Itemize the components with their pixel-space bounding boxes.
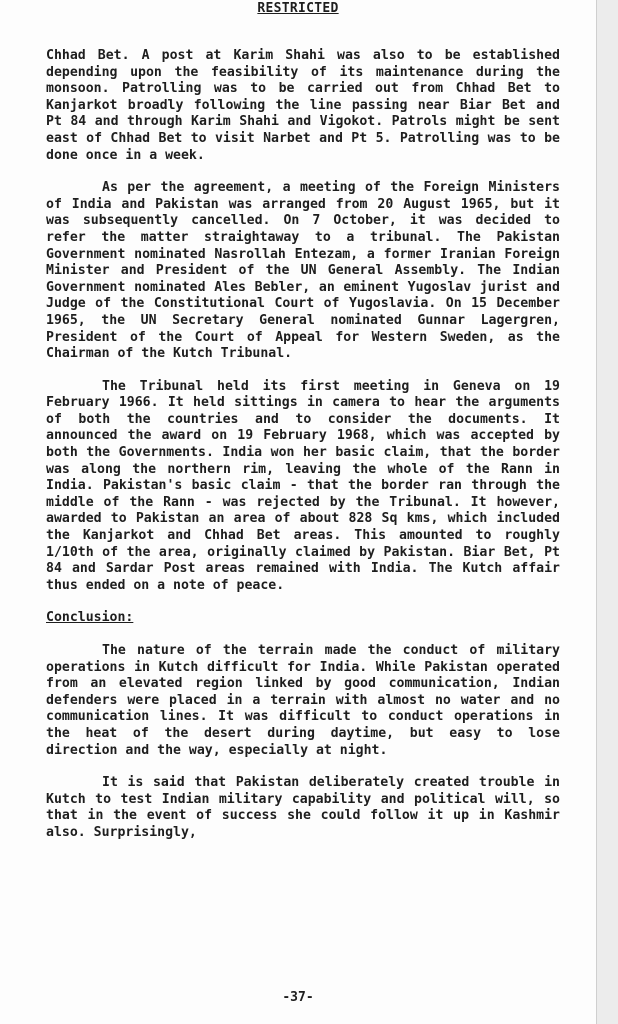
classification-header: RESTRICTED [257, 1, 339, 16]
paragraph-tribunal-nomination: As per the agreement, a meeting of the Foreign Ministers of India and Pakistan was arranged from 20 August 1965, but it was subsequently cancelled. On 7 October, it was decided to refer the matter straightaway to a tribunal. The Pakistan Government nominated Nasrollah Entezam, a former Iranian Foreign Minister and President of the UN General Assembly. The Indian Government nominated Ales Bebler, an eminent Yugoslav jurist and Judge of the Constitutional Court of Yugoslavia. On 15 December 1965, the UN Secretary General nominated Gunnar Lagergren, President of the Court of Appeal for Western Sweden, as the Chairman of the Kutch Tribunal. [46, 180, 560, 362]
page-number: -37- [282, 990, 314, 1005]
page-margin [597, 0, 618, 1024]
paragraph-conclusion-kashmir: It is said that Pakistan deliberately created trouble in Kutch to test Indian military capability and political will, so that in the event of success she could follow it up in Kashmir also. Surprisingly, [46, 775, 560, 840]
paragraph-conclusion-terrain: The nature of the terrain made the conduct of military operations in Kutch difficult for India. While Pakistan operated from an elevated region linked by good communication, Indian defenders were placed in a terrain with almost no water and no communication lines. It was difficult to conduct operations in the heat of the desert during daytime, but easy to lose direction and the way, especially at night. [46, 643, 560, 758]
paragraph-tribunal-award: The Tribunal held its first meeting in Geneva on 19 February 1966. It held sittings in camera to hear the arguments of both the countries and to consider the documents. It announced the award on 19 February 1968, which was accepted by both the Governments. India won her basic claim, that the border was along the northern rim, leaving the whole of the Rann in India. Pakistan's basic claim - that the border ran through the middle of the Rann - was rejected by the Tribunal. It however, awarded to Pakistan an area of about 828 Sq kms, which included the Kanjarkot and Chhad Bet areas. This amounted to roughly 1/10th of the area, originally claimed by Pakistan. Biar Bet, Pt 84 and Sardar Post areas remained with India. The Kutch affair thus ended on a note of peace. [46, 378, 560, 593]
paragraph-patrolling: Chhad Bet. A post at Karim Shahi was also to be established depending upon the feasibility of its maintenance during the monsoon. Patrolling was to be carried out from Chhad Bet to Kanjarkot broadly following the line passing near Biar Bet and Pt 84 and through Karim Shahi and Vigokot. Patrols might be sent east of Chhad Bet to visit Narbet and Pt 5. Patrolling was to be done once in a week. [46, 48, 560, 163]
document-body [46, 48, 560, 858]
section-heading-conclusion: Conclusion: [46, 610, 134, 626]
